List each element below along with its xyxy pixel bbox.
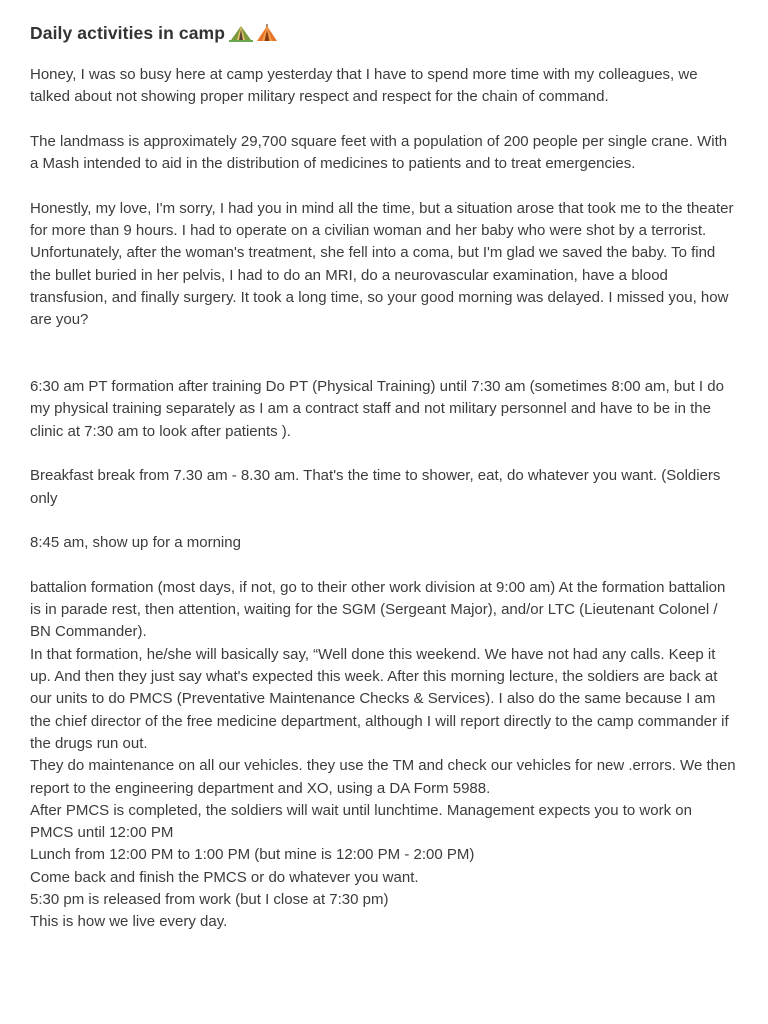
schedule-line: This is how we live every day.	[30, 913, 228, 931]
note-body	[30, 64, 738, 934]
paragraph-3: Honestly, my love, I'm sorry, I had you in mind all the time, but a situation arose that took me to the theater for more than 9 hours. I had to operate on a civilian woman and her baby who were shot by a terrorist. Unfortunately, after the woman's treatment, she fell into a coma, but I'm glad we saved the baby. To find the bullet buried in her pelvis, I had to do an MRI, do a neurovascular examination, have a blood transfusion, and finally surgery. It took a long time, so your good morning was delayed. I missed you, how are you?	[30, 199, 734, 329]
schedule-line: In that formation, he/she will basically say, “Well done this weekend. We have not had any calls. Keep it up. And then they just say what's expected this week. After this morning lecture, the soldiers are back at our units to do PMCS (Preventative Maintenance Checks & Services). I also do the same because I am the chief director of the free medicine department, although I will report directly to the camp commander if the drugs run out.	[30, 645, 729, 752]
paragraph-4: 6:30 am PT formation after training Do PT (Physical Training) until 7:30 am (sometimes 8:00 am, but I do my physical training separately as I am a contract staff and not military personnel and have to be in the clinic at 7:30 am to look after patients ).	[30, 378, 724, 440]
paragraph-2: The landmass is approximately 29,700 square feet with a population of 200 people per single crane. With a Mash intended to aid in the distribution of medicines to patients and to treat emergencies.	[30, 132, 728, 173]
paragraph-1: Honey, I was so busy here at camp yesterday that I have to spend more time with my colleagues, we talked about not showing proper military respect and respect for the chain of command.	[30, 66, 698, 106]
camping-tent-icon	[229, 23, 253, 43]
paragraph-6: 8:45 am, show up for a morning	[30, 534, 241, 552]
paragraph-5: Breakfast break from 7.30 am - 8.30 am. That's the time to shower, eat, do whatever you want. (Soldiers only	[30, 467, 721, 507]
schedule-line: Come back and finish the PMCS or do whatever you want.	[30, 868, 419, 886]
schedule-line: After PMCS is completed, the soldiers will wait until lunchtime. Management expects you to work on PMCS until 12:00 PM	[30, 801, 692, 842]
schedule-line: 5:30 pm is released from work (but I close at 7:30 pm)	[30, 890, 389, 908]
tent-icon	[255, 23, 279, 43]
note-title: Daily activities in camp	[30, 22, 225, 43]
schedule-line: Lunch from 12:00 PM to 1:00 PM (but mine is 12:00 PM - 2:00 PM)	[30, 846, 475, 864]
schedule-line: They do maintenance on all our vehicles. they use the TM and check our vehicles for new .errors. We then report to the engineering department and XO, using a DA Form 5988.	[30, 757, 736, 797]
title-row	[30, 20, 738, 46]
schedule-block	[30, 577, 738, 934]
schedule-line: battalion formation (most days, if not, go to their other work division at 9:00 am) At the formation battalion is in parade rest, then attention, waiting for the SGM (Sergeant Major), and/or LTC (Lieutenant Colonel / BN Commander).	[30, 578, 726, 641]
blank-line	[30, 354, 738, 376]
